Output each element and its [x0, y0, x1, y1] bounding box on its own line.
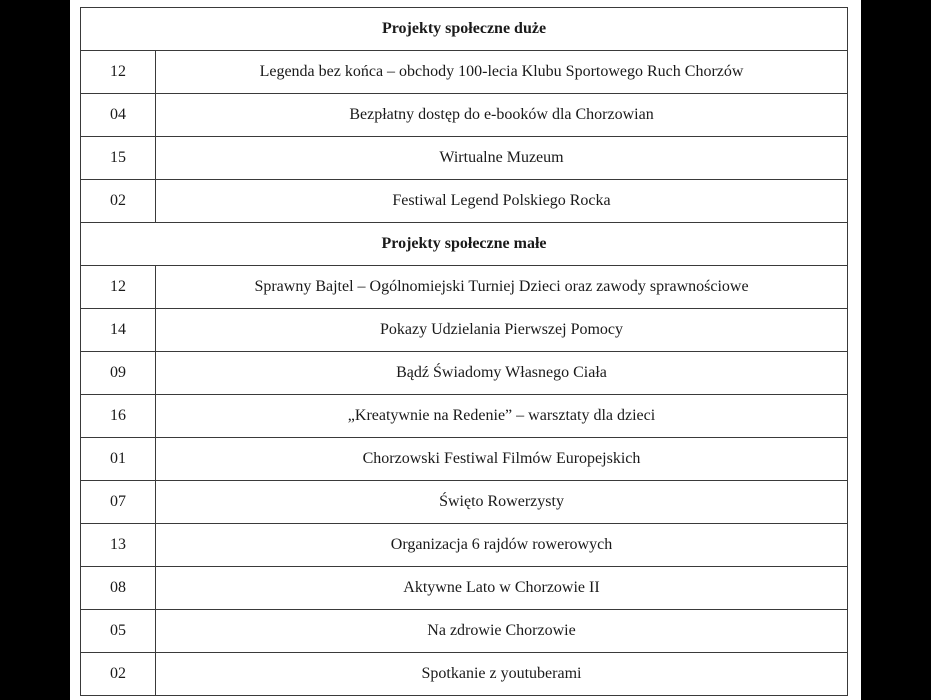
project-number: 07	[81, 481, 156, 524]
project-number: 01	[81, 438, 156, 481]
document-page	[70, 0, 861, 700]
project-number: 16	[81, 395, 156, 438]
project-number: 12	[81, 266, 156, 309]
project-number: 15	[81, 137, 156, 180]
table-row	[81, 352, 848, 395]
table-row	[81, 94, 848, 137]
table-row	[81, 438, 848, 481]
project-title: Spotkanie z youtuberami	[156, 653, 848, 696]
project-number: 09	[81, 352, 156, 395]
project-title: Festiwal Legend Polskiego Rocka	[156, 180, 848, 223]
project-title: Organizacja 6 rajdów rowerowych	[156, 524, 848, 567]
project-title: Bezpłatny dostęp do e-booków dla Chorzowian	[156, 94, 848, 137]
project-number: 12	[81, 51, 156, 94]
section-header-row	[81, 223, 848, 266]
project-title: Na zdrowie Chorzowie	[156, 610, 848, 653]
project-number: 02	[81, 180, 156, 223]
project-number: 05	[81, 610, 156, 653]
project-number: 13	[81, 524, 156, 567]
section-header-row	[81, 8, 848, 51]
section-heading: Projekty społeczne małe	[81, 223, 848, 266]
table-row	[81, 180, 848, 223]
project-title: „Kreatywnie na Redenie” – warsztaty dla dzieci	[156, 395, 848, 438]
project-title: Legenda bez końca – obchody 100-lecia Klubu Sportowego Ruch Chorzów	[156, 51, 848, 94]
table-row	[81, 653, 848, 696]
section-heading: Projekty społeczne duże	[81, 8, 848, 51]
project-title: Pokazy Udzielania Pierwszej Pomocy	[156, 309, 848, 352]
project-number: 08	[81, 567, 156, 610]
project-title: Sprawny Bajtel – Ogólnomiejski Turniej Dzieci oraz zawody sprawnościowe	[156, 266, 848, 309]
table-row	[81, 481, 848, 524]
project-title: Chorzowski Festiwal Filmów Europejskich	[156, 438, 848, 481]
project-number: 04	[81, 94, 156, 137]
table-row	[81, 395, 848, 438]
table-row	[81, 309, 848, 352]
table-row	[81, 51, 848, 94]
table-row	[81, 524, 848, 567]
project-title: Wirtualne Muzeum	[156, 137, 848, 180]
project-number: 02	[81, 653, 156, 696]
table-row	[81, 266, 848, 309]
table-row	[81, 567, 848, 610]
table-row	[81, 137, 848, 180]
table-row	[81, 610, 848, 653]
project-title: Aktywne Lato w Chorzowie II	[156, 567, 848, 610]
project-number: 14	[81, 309, 156, 352]
project-title: Święto Rowerzysty	[156, 481, 848, 524]
projects-table	[80, 7, 848, 696]
project-title: Bądź Świadomy Własnego Ciała	[156, 352, 848, 395]
